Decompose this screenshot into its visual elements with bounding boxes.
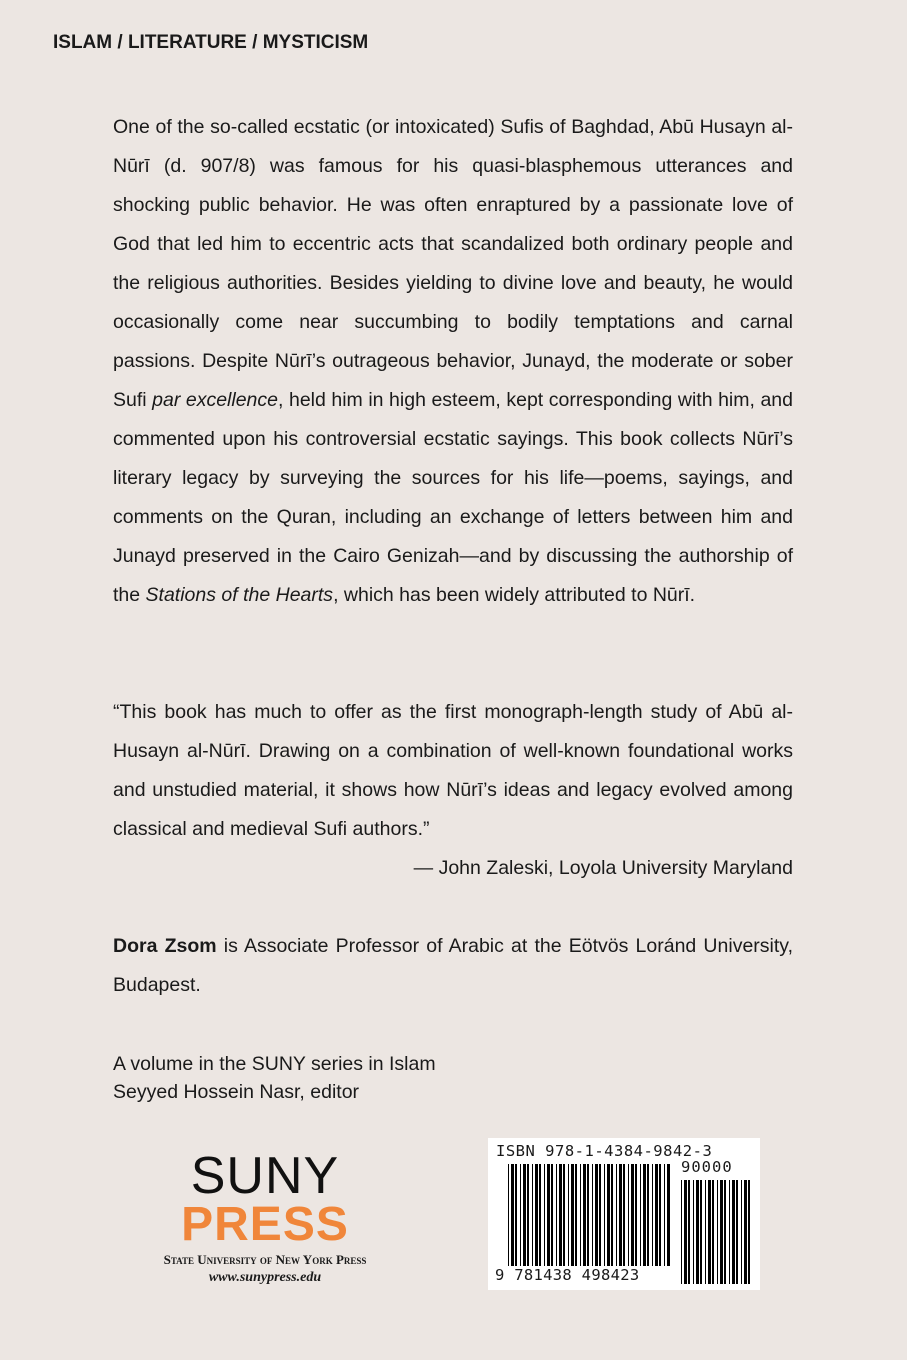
barcode-bar xyxy=(544,1164,545,1266)
barcode-bar xyxy=(568,1164,569,1266)
barcode-bar xyxy=(571,1164,574,1266)
endorsement-quote: “This book has much to offer as the first monograph-length study of Abū al-Husayn al-Nūrī. Drawing on a combination of well-known foundational works and unstudied material, it shows how Nūrī’s ideas and legacy evolved among classical and medieval Sufi authors.” xyxy=(113,701,793,840)
barcode-bar xyxy=(736,1180,738,1284)
publisher-full-name: State University of New York Press xyxy=(163,1252,367,1267)
barcode-bar xyxy=(652,1164,653,1266)
barcode-bar xyxy=(659,1164,661,1266)
barcode-bar xyxy=(741,1180,742,1284)
barcode-bar xyxy=(640,1164,641,1266)
barcode-bar xyxy=(681,1180,682,1284)
barcode-bar xyxy=(532,1164,533,1266)
publisher-url: www.sunypress.edu xyxy=(208,1270,322,1285)
description-italic-2: Stations of the Hearts xyxy=(145,584,334,606)
barcode-bar xyxy=(587,1164,589,1266)
barcode-bar xyxy=(616,1164,617,1266)
barcode-bar xyxy=(744,1180,747,1284)
barcode-bar xyxy=(611,1164,613,1266)
barcode-bar xyxy=(664,1164,665,1266)
barcode-bar xyxy=(729,1180,730,1284)
description-text-1: One of the so-called ecstatic (or intoxicated) Sufis of Baghdad, Abū Husayn al-Nūrī (d. 907/8) was famous for his quasi-blasphemous utterances and shocking public behavior. He was often enraptured by a passionate love of God that led him to eccentric acts that scandalized both ordinary people and the religious authorities. Besides yielding to divine love and beauty, he would occasionally come near succumbing to bodily temptations and carnal passions. Despite Nūrī’s outrageous behavior, Junayd, the moderate or sober Sufi xyxy=(113,116,793,411)
barcode-bar xyxy=(631,1164,634,1266)
barcode-bar xyxy=(700,1180,702,1284)
barcode-bar xyxy=(619,1164,622,1266)
barcode-bar xyxy=(705,1180,706,1284)
barcode-bar xyxy=(688,1180,690,1284)
barcode-bar xyxy=(523,1164,526,1266)
barcode-bar xyxy=(712,1180,714,1284)
barcode-bar xyxy=(508,1164,509,1266)
barcode-bar xyxy=(527,1164,529,1266)
barcode-bar xyxy=(583,1164,586,1266)
barcode-bar xyxy=(535,1164,538,1266)
logo-suny-text: SUNY xyxy=(190,1147,340,1205)
barcode-bar xyxy=(551,1164,553,1266)
logo-press-text: PRESS xyxy=(181,1198,349,1251)
book-description xyxy=(113,108,793,615)
price-addon-code: 90000 xyxy=(681,1158,733,1176)
barcode-bar xyxy=(724,1180,726,1284)
barcode-bar xyxy=(720,1180,723,1284)
barcode-bar xyxy=(592,1164,593,1266)
barcode-bar xyxy=(717,1180,718,1284)
barcode-bar xyxy=(655,1164,658,1266)
barcode-bar xyxy=(520,1164,521,1266)
category-label: ISLAM / LITERATURE / MYSTICISM xyxy=(53,32,369,53)
ean-digits: 9 781438 498423 xyxy=(495,1266,640,1284)
publisher-logo xyxy=(145,1147,385,1286)
barcode-bar xyxy=(696,1180,699,1284)
barcode-bar xyxy=(684,1180,687,1284)
barcode-bar xyxy=(515,1164,517,1266)
barcode-bar xyxy=(539,1164,541,1266)
barcode-bar xyxy=(623,1164,625,1266)
description-italic-1: par excellence xyxy=(152,389,279,411)
barcode-bar xyxy=(547,1164,550,1266)
description-text-2: , held him in high esteem, kept corresponding with him, and commented upon his controversial ecstatic sayings. This book collects Nūrī’s literary legacy by surveying the sources for his life—poems, sayings, and comments on the Quran, including an exchange of letters between him and Junayd preserved in the Cairo Genizah—and by discussing the authorship of the xyxy=(113,389,793,606)
barcode-bar xyxy=(604,1164,605,1266)
barcode-bar xyxy=(556,1164,557,1266)
barcode-bar xyxy=(748,1180,750,1284)
barcode-bar xyxy=(607,1164,610,1266)
author-bio xyxy=(113,927,793,1005)
barcode-bar xyxy=(708,1180,711,1284)
series-info xyxy=(113,1050,436,1106)
endorsement-attribution: — John Zaleski, Loyola University Maryland xyxy=(413,857,793,879)
barcode-bar xyxy=(595,1164,598,1266)
isbn-label: ISBN 978-1-4384-9842-3 xyxy=(496,1142,713,1160)
isbn-barcode xyxy=(488,1138,760,1290)
barcode-bar xyxy=(580,1164,581,1266)
barcode-bar xyxy=(511,1164,514,1266)
series-line-2: Seyyed Hossein Nasr, editor xyxy=(113,1081,360,1103)
author-bio-text: is Associate Professor of Arabic at the Eötvös Loránd University, Budapest. xyxy=(113,935,793,996)
barcode-bar xyxy=(693,1180,694,1284)
series-line-1: A volume in the SUNY series in Islam xyxy=(113,1053,436,1075)
barcode-bar xyxy=(635,1164,637,1266)
barcode-bar xyxy=(575,1164,577,1266)
author-name: Dora Zsom xyxy=(113,935,217,957)
barcode-bar xyxy=(647,1164,649,1266)
barcode-bar xyxy=(628,1164,629,1266)
barcode-bar xyxy=(599,1164,601,1266)
barcode-bar xyxy=(667,1164,670,1266)
barcode-bar xyxy=(732,1180,735,1284)
barcode-bar xyxy=(643,1164,646,1266)
barcode-bar xyxy=(559,1164,562,1266)
barcode-bar xyxy=(563,1164,565,1266)
description-text-3: , which has been widely attributed to Nūrī. xyxy=(333,584,696,606)
